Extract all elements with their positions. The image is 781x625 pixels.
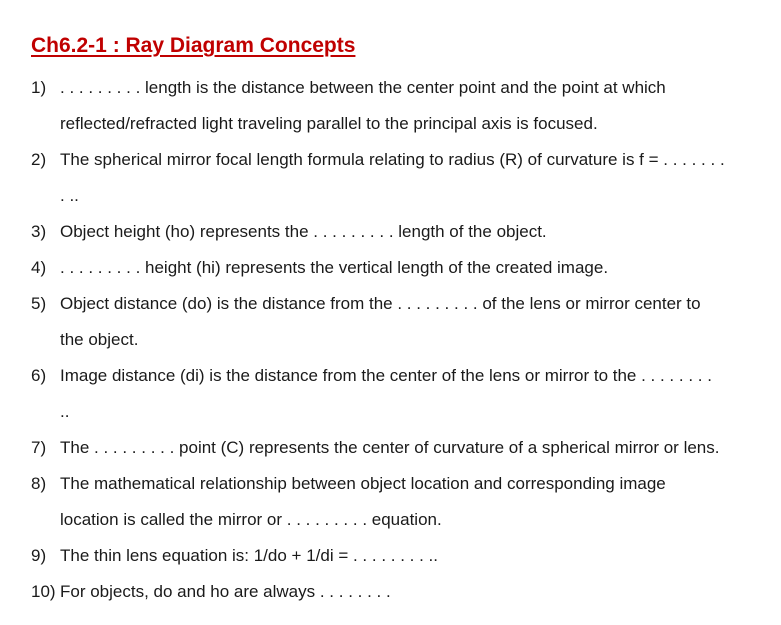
question-text-line: . . . . . . . . . height (hi) represents the vertical length of the created image. [60, 258, 609, 277]
question-text-line: Object distance (do) is the distance from the . . . . . . . . . of the lens or mirror center to [60, 294, 701, 313]
page-title: Ch6.2-1 : Ray Diagram Concepts [31, 34, 356, 57]
question-text-line: Image distance (di) is the distance from the center of the lens or mirror to the . . . . . . . . [60, 366, 712, 385]
question-text-line: The spherical mirror focal length formula relating to radius (R) of curvature is f = . . . . . . . [60, 150, 725, 169]
question-number: 8) [31, 474, 47, 493]
question-text-line: The . . . . . . . . . point (C) represents the center of curvature of a spherical mirror or lens. [60, 438, 720, 457]
question-number: 3) [31, 222, 47, 241]
question-text-line: The mathematical relationship between object location and corresponding image [60, 474, 666, 493]
question-number: 1) [31, 78, 47, 97]
question-number: 6) [31, 366, 47, 385]
question-number: 7) [31, 438, 47, 457]
question-text-line: location is called the mirror or . . . . . . . . . equation. [60, 510, 442, 529]
question-number: 2) [31, 150, 47, 169]
question-text-line: . .. [60, 186, 79, 205]
question-number: 10) [31, 582, 56, 601]
question-text-line: the object. [60, 330, 139, 349]
question-text-line: . . . . . . . . . length is the distance between the center point and the point at which [60, 78, 666, 97]
question-text-line: .. [60, 402, 70, 421]
question-text-line: For objects, do and ho are always . . . . . . . . [60, 582, 391, 601]
question-text-line: Object height (ho) represents the . . . . . . . . . length of the object. [60, 222, 547, 241]
question-number: 5) [31, 294, 47, 313]
question-text-line: The thin lens equation is: 1/do + 1/di = . . . . . . . . .. [60, 546, 438, 565]
question-number: 9) [31, 546, 47, 565]
question-number: 4) [31, 258, 47, 277]
question-text-line: reflected/refracted light traveling parallel to the principal axis is focused. [60, 114, 598, 133]
